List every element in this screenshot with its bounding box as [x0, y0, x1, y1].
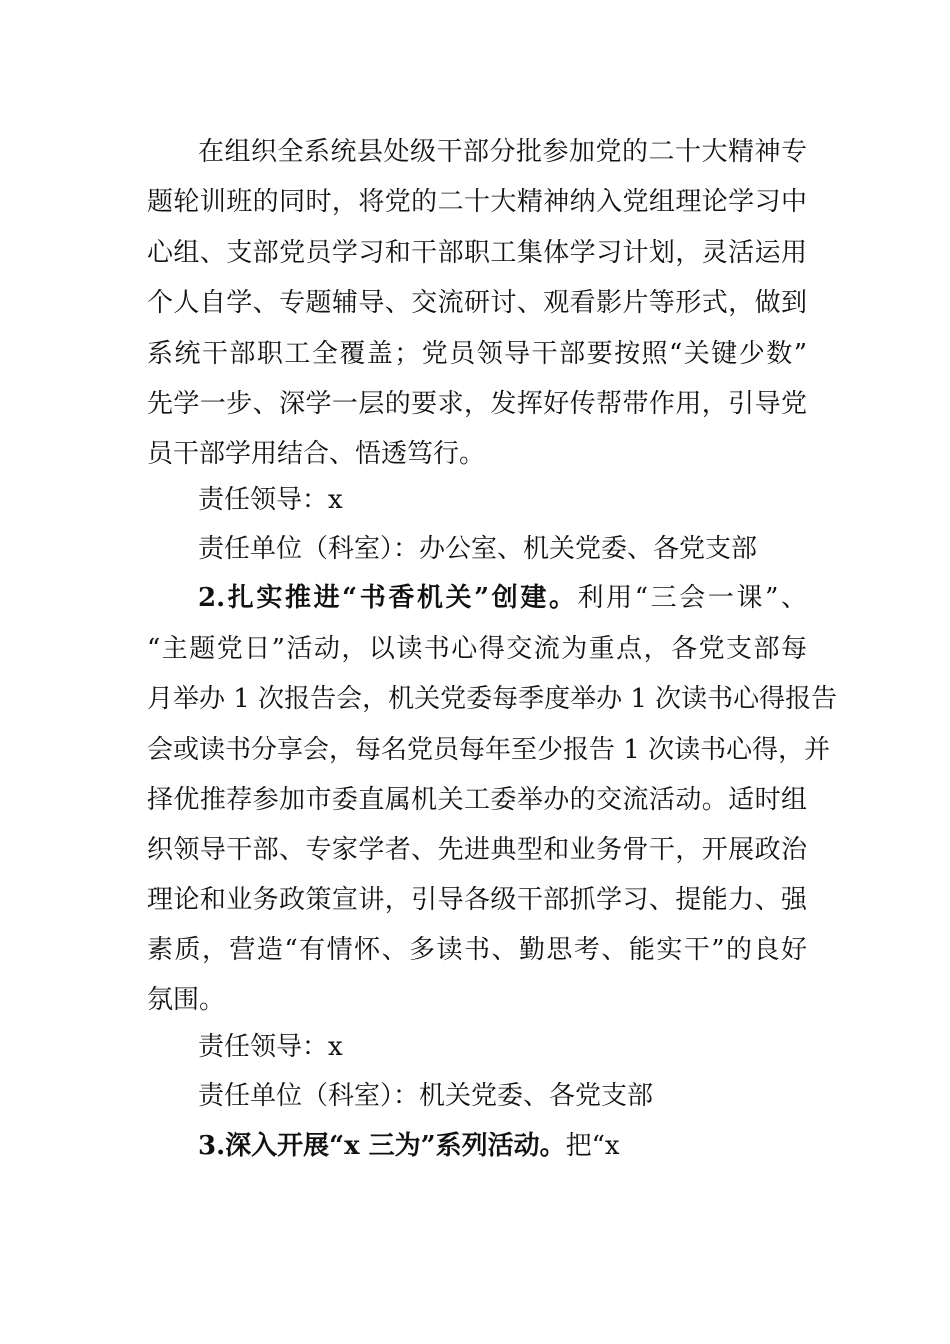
item-2-line-9: 氛围。 — [147, 985, 226, 1015]
item-2-first-line-text: 利用“三会一课”、 — [577, 583, 807, 613]
paragraph-1-line-3: 心组、支部党员学习和干部职工集体学习计划，灵活运用 — [147, 238, 807, 268]
paragraph-1-line-5: 系统干部职工全覆盖；党员领导干部要按照“关键少数” — [147, 339, 807, 369]
item-2-line-2: “主题党日”活动，以读书心得交流为重点，各党支部每 — [147, 634, 807, 664]
item-3-first-line-text: 把“x — [565, 1131, 620, 1161]
item-2-line-4: 会或读书分享会，每名党员每年至少报告 1 次读书心得，并 — [147, 735, 831, 765]
paragraph-1-line-1: 在组织全系统县处级干部分批参加党的二十大精神专 — [198, 137, 807, 167]
item-2-line-5: 择优推荐参加市委直属机关工委举办的交流活动。适时组 — [147, 785, 807, 815]
item-2-line-8: 素质，营造“有情怀、多读书、勤思考、能实干”的良好 — [147, 935, 807, 965]
item-2-first-line — [198, 578, 807, 618]
paragraph-1-line-4: 个人自学、专题辅导、交流研讨、观看影片等形式，做到 — [147, 288, 807, 318]
item-2-heading: 2.扎实推进“书香机关”创建。 — [198, 583, 578, 613]
responsible-unit-2: 责任单位（科室）：机关党委、各党支部 — [198, 1081, 654, 1111]
responsible-leader-2: 责任领导：x — [198, 1032, 343, 1062]
paragraph-1-line-6: 先学一步、深学一层的要求，发挥好传帮带作用，引导党 — [147, 389, 807, 419]
item-2-line-7: 理论和业务政策宣讲，引导各级干部抓学习、提能力、强 — [147, 885, 807, 915]
paragraph-1-line-2: 题轮训班的同时，将党的二十大精神纳入党组理论学习中 — [147, 187, 807, 217]
paragraph-1-line-7: 员干部学用结合、悟透笃行。 — [147, 439, 486, 469]
item-2-line-3: 月举办 1 次报告会，机关党委每季度举办 1 次读书心得报告 — [147, 684, 838, 714]
responsible-unit-1: 责任单位（科室）：办公室、机关党委、各党支部 — [198, 534, 758, 564]
item-2-line-6: 织领导干部、专家学者、先进典型和业务骨干，开展政治 — [147, 835, 807, 865]
item-3-heading: 3.深入开展“x 三为”系列活动。 — [198, 1131, 566, 1161]
item-3-first-line — [198, 1126, 807, 1166]
responsible-leader-1: 责任领导：x — [198, 485, 343, 515]
